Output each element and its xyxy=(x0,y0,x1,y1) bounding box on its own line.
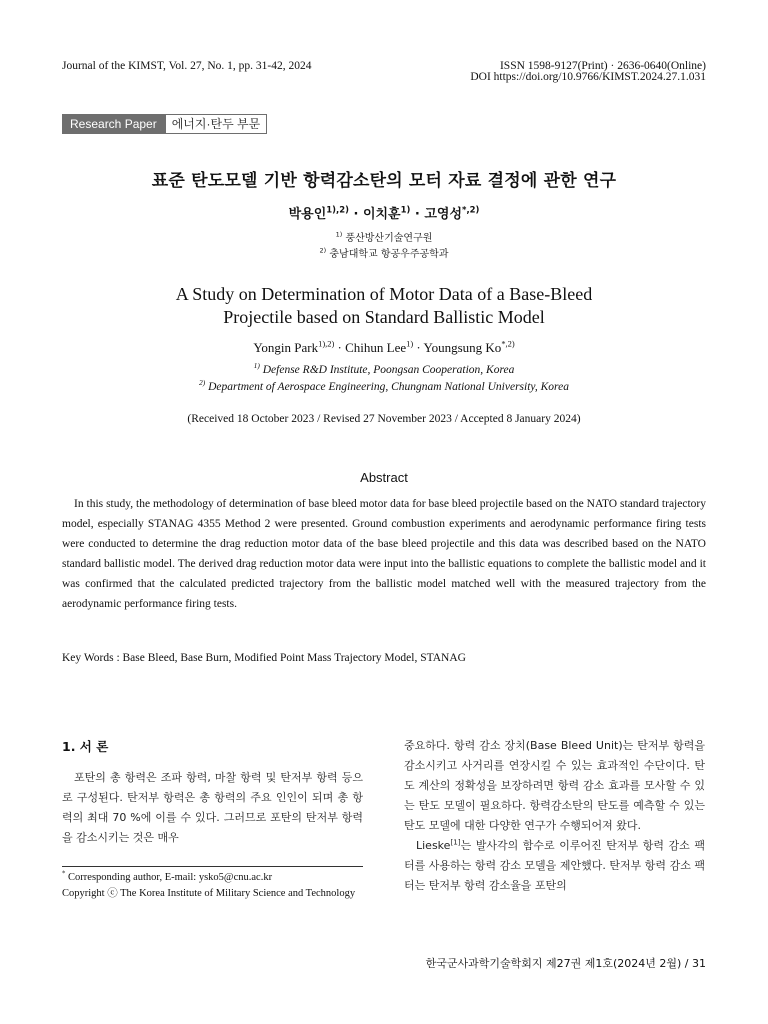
aff-sup: 2) xyxy=(199,378,206,388)
aff-sup: 1) xyxy=(335,230,343,239)
author-separator: · xyxy=(413,340,424,355)
author-name: 고영성 xyxy=(424,207,463,222)
submission-dates: (Received 18 October 2023 / Revised 27 November 2023 / Accepted 8 January 2024) xyxy=(187,413,581,425)
section-heading: 1. 서 론 xyxy=(62,739,109,754)
aff-text: 충남대학교 항공우주공학과 xyxy=(329,249,449,260)
author-name: Yongin Park xyxy=(253,340,319,355)
footnote-divider xyxy=(62,866,363,867)
abstract-body xyxy=(62,494,706,614)
author-sup: 1),2) xyxy=(318,338,335,349)
korean-title: 표준 탄도모델 기반 항력감소탄의 모터 자료 결정에 관한 연구 xyxy=(151,171,617,191)
copyright-note: Copyright ⓒ The Korea Institute of Military Science and Technology xyxy=(62,888,356,899)
cited-author: Lieske xyxy=(416,839,451,852)
english-affiliation-1 xyxy=(0,361,768,376)
page-footer: 한국군사과학기술학회지 제27권 제1호(2024년 2월) / 31 xyxy=(425,957,706,970)
english-title xyxy=(0,283,768,329)
author-separator: · xyxy=(410,207,425,222)
abstract-text: In this study, the methodology of determination of base bleed motor data for base bleed projectile based on the NATO standard trajectory model, especially STANAG 4355 Method 2 were presented. Ground combustion experiments and aerodynamic performance firing tests were conducted to determine the drag reduction motor data of the base bleed projectile and this data was described based on the NATO standard ballistic model. The derived drag reduction motor data were input into the ballistic equations to complete the ballistic model and it was confirmed that the calculated predicted trajectory from the ballistic model matched well with the measured trajectory from the aerodynamic performance firing tests. xyxy=(62,498,706,610)
korean-authors xyxy=(0,203,768,222)
english-title-line-1: A Study on Determination of Motor Data of a Base-Bleed xyxy=(175,284,593,304)
author-sup: 1) xyxy=(406,338,414,349)
author-sup: *,2) xyxy=(501,338,515,349)
korean-affiliation-1 xyxy=(0,229,768,244)
paper-category-badge: 에너지·탄두 부문 xyxy=(165,114,267,134)
english-title-line-2: Projectile based on Standard Ballistic Model xyxy=(223,307,545,327)
aff-text: Defense R&D Institute, Poongsan Cooperation, Korea xyxy=(262,364,515,376)
aff-sup: 1) xyxy=(253,361,260,371)
english-authors xyxy=(0,340,768,356)
paragraph-text: 는 발사각의 함수로 이루어진 탄저부 항력 감소 팩터를 사용하는 항력 감소 모델을 제안했다. 탄저부 항력 감소 팩터는 탄저부 항력 감소율을 포탄의 xyxy=(404,839,705,892)
author-sup: 1) xyxy=(400,204,411,215)
korean-affiliation-2 xyxy=(0,245,768,260)
paragraph: 중요하다. 항력 감소 장치(Base Bleed Unit)는 탄저부 항력을 감소시키고 사거리를 연장시킬 수 있는 효과적인 수단이다. 탄도 계산의 정확성을 보장하려면 항력 감소 효과를 모사할 수 있는 탄도 모델이 필요하다. 항력감소탄의 탄도를 예측할 수 있는 탄도 모델에 대한 다양한 연구가 수행되어져 왔다. xyxy=(404,739,705,832)
right-column xyxy=(404,736,705,896)
author-separator: · xyxy=(334,340,346,355)
journal-citation: Journal of the KIMST, Vol. 27, No. 1, pp. 31-42, 2024 xyxy=(62,60,312,72)
issn: ISSN 1598-9127(Print) · 2636-0640(Online) xyxy=(499,60,706,72)
reference-mark: [1] xyxy=(450,837,461,847)
author-name: 박용인 xyxy=(288,207,327,222)
author-sup: *,2) xyxy=(462,204,480,215)
footnote-mark: * xyxy=(62,870,66,878)
english-affiliation-2 xyxy=(0,378,768,393)
left-column xyxy=(62,768,363,848)
author-sup: 1),2) xyxy=(326,204,349,215)
paragraph xyxy=(404,836,705,896)
author-name: Chihun Lee xyxy=(345,340,407,355)
aff-sup: 2) xyxy=(319,246,327,255)
author-separator: · xyxy=(348,207,363,222)
doi: DOI https://doi.org/10.9766/KIMST.2024.27.1.031 xyxy=(470,71,706,83)
keywords: Key Words : Base Bleed, Base Burn, Modified Point Mass Trajectory Model, STANAG xyxy=(62,652,466,664)
abstract-heading: Abstract xyxy=(360,470,408,485)
corresponding-author-note xyxy=(62,870,272,886)
paper-tag xyxy=(62,114,267,134)
author-name: Youngsung Ko xyxy=(423,340,502,355)
author-name: 이치훈 xyxy=(362,207,401,222)
corresponding-text: Corresponding author, E-mail: ysko5@cnu.ac.kr xyxy=(68,872,273,883)
aff-text: 풍산방산기술연구원 xyxy=(345,233,433,244)
paper-type-badge: Research Paper xyxy=(62,114,165,134)
aff-text: Department of Aerospace Engineering, Chungnam National University, Korea xyxy=(208,381,569,393)
paragraph: 포탄의 총 항력은 조파 항력, 마찰 항력 및 탄저부 항력 등으로 구성된다. 탄저부 항력은 총 항력의 주요 인인이 되며 총 항력의 최대 70 %에 이를 수 있다. 그러므로 포탄의 탄저부 항력을 감소시키는 것은 매우 xyxy=(62,771,363,844)
